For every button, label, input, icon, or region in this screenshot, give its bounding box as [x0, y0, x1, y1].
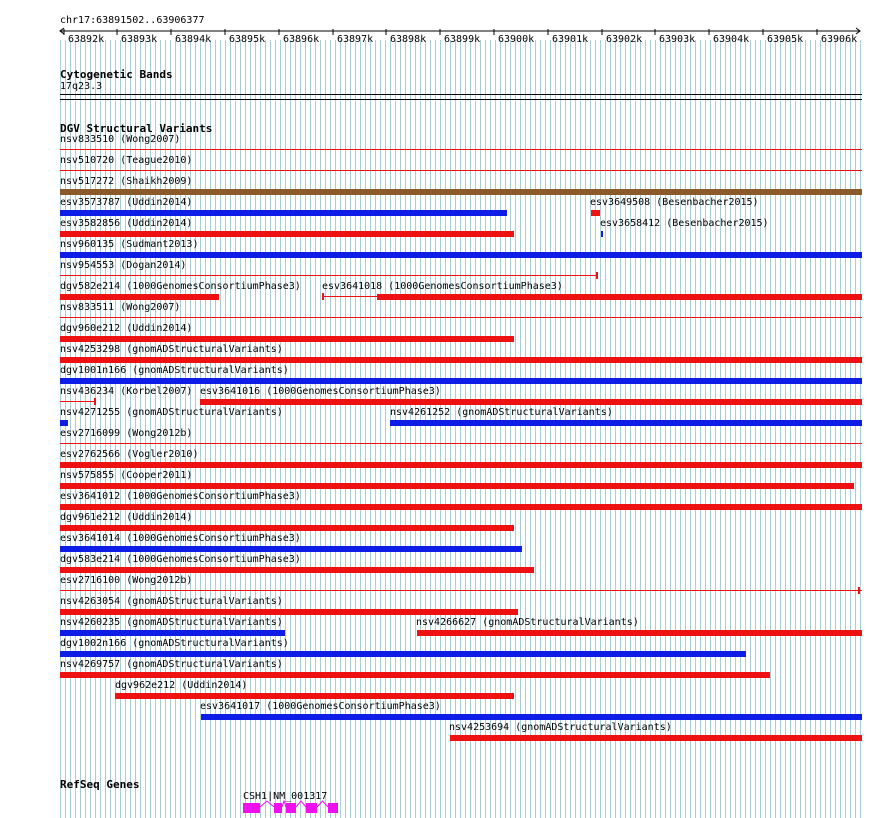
gene-intron: [296, 801, 306, 807]
ruler-tick-label: 63901k: [552, 34, 589, 45]
ruler-tick-label: 63905k: [767, 34, 804, 45]
variant-label[interactable]: nsv4260235 (gnomADStructuralVariants): [60, 617, 283, 628]
variant-label[interactable]: nsv436234 (Korbel2007): [60, 386, 193, 397]
ruler-tick-label: 63899k: [444, 34, 481, 45]
variant-label[interactable]: esv3641012 (1000GenomesConsortiumPhase3): [60, 491, 301, 502]
ruler-tick-label: 63898k: [390, 34, 427, 45]
variant-label[interactable]: dgv1001n166 (gnomADStructuralVariants): [60, 365, 289, 376]
variant-label[interactable]: nsv510720 (Teague2010): [60, 155, 193, 166]
variant-label[interactable]: nsv960135 (Sudmant2013): [60, 239, 199, 250]
gene-intron: [282, 801, 286, 807]
dgv-track-title: DGV Structural Variants: [60, 122, 213, 135]
gene-label[interactable]: CSH1|NM_001317: [243, 791, 328, 802]
variant-label[interactable]: esv3641016 (1000GenomesConsortiumPhase3): [200, 386, 441, 397]
ruler-tick-label: 63902k: [606, 34, 643, 45]
variant-label[interactable]: nsv575855 (Cooper2011): [60, 470, 193, 481]
gene-exon[interactable]: [306, 803, 317, 813]
variant-label[interactable]: esv3658412 (Besenbacher2015): [600, 218, 769, 229]
variant-label[interactable]: esv3641017 (1000GenomesConsortiumPhase3): [200, 701, 441, 712]
variant-label[interactable]: nsv954553 (Dogan2014): [60, 260, 187, 271]
variant-label[interactable]: nsv833511 (Wong2007): [60, 302, 181, 313]
variant-label[interactable]: esv2716100 (Wong2012b): [60, 575, 193, 586]
ruler-tick-label: 63903k: [659, 34, 696, 45]
variant-label[interactable]: nsv4266627 (gnomADStructuralVariants): [416, 617, 639, 628]
variant-label[interactable]: dgv1002n166 (gnomADStructuralVariants): [60, 638, 289, 649]
ruler-tick-label: 63900k: [498, 34, 535, 45]
locus-label: chr17:63891502..63906377: [60, 15, 205, 26]
variant-label[interactable]: esv3573787 (Uddin2014): [60, 197, 193, 208]
variant-label[interactable]: nsv4253694 (gnomADStructuralVariants): [449, 722, 672, 733]
variant-label[interactable]: esv2762566 (Vogler2010): [60, 449, 199, 460]
variant-label[interactable]: esv3641014 (1000GenomesConsortiumPhase3): [60, 533, 301, 544]
variant-label[interactable]: nsv4269757 (gnomADStructuralVariants): [60, 659, 283, 670]
variant-label[interactable]: esv2716099 (Wong2012b): [60, 428, 193, 439]
ruler-tick-label: 63896k: [283, 34, 320, 45]
ruler-tick-label: 63892k: [68, 34, 105, 45]
ruler-tick-label: 63904k: [713, 34, 750, 45]
gene-exon[interactable]: [243, 803, 260, 813]
variant-label[interactable]: esv3641018 (1000GenomesConsortiumPhase3): [322, 281, 563, 292]
gene-exon[interactable]: [286, 803, 296, 813]
variant-label[interactable]: esv3582856 (Uddin2014): [60, 218, 193, 229]
ruler-tick-label: 63893k: [121, 34, 158, 45]
gene-intron: [317, 801, 328, 807]
variant-label[interactable]: dgv960e212 (Uddin2014): [60, 323, 193, 334]
gene-intron: [260, 801, 274, 807]
ruler-tick-label: 63897k: [337, 34, 374, 45]
ruler-tick-label: 63906k: [821, 34, 858, 45]
variant-label[interactable]: dgv582e214 (1000GenomesConsortiumPhase3): [60, 281, 301, 292]
variant-label[interactable]: nsv4261252 (gnomADStructuralVariants): [390, 407, 613, 418]
variant-label[interactable]: nsv833510 (Wong2007): [60, 134, 181, 145]
variant-label[interactable]: dgv583e214 (1000GenomesConsortiumPhase3): [60, 554, 301, 565]
cytoband-track-title: Cytogenetic Bands: [60, 68, 173, 81]
ruler-tick-label: 63895k: [229, 34, 266, 45]
variant-label[interactable]: dgv962e212 (Uddin2014): [115, 680, 248, 691]
variant-label[interactable]: nsv517272 (Shaikh2009): [60, 176, 193, 187]
gene-exon[interactable]: [274, 803, 282, 813]
cytoband-label[interactable]: 17q23.3: [60, 81, 103, 92]
variant-label[interactable]: nsv4271255 (gnomADStructuralVariants): [60, 407, 283, 418]
variant-label[interactable]: nsv4253298 (gnomADStructuralVariants): [60, 344, 283, 355]
refseq-track-title: RefSeq Genes: [60, 778, 140, 791]
ruler-tick-label: 63894k: [175, 34, 212, 45]
variant-label[interactable]: nsv4263054 (gnomADStructuralVariants): [60, 596, 283, 607]
gene-exon[interactable]: [328, 803, 338, 813]
variant-label[interactable]: dgv961e212 (Uddin2014): [60, 512, 193, 523]
variant-label[interactable]: esv3649508 (Besenbacher2015): [590, 197, 759, 208]
